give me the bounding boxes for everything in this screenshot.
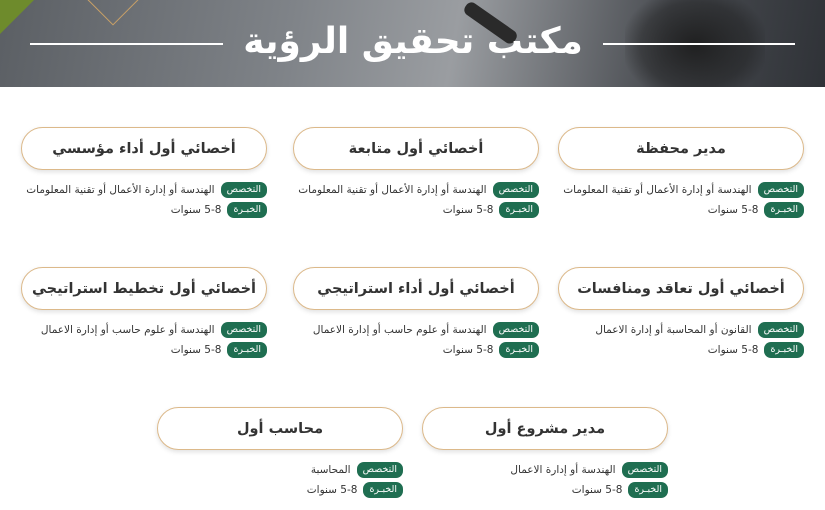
specialty-row	[422, 460, 668, 480]
experience-row	[21, 200, 267, 220]
experience-row	[293, 340, 539, 360]
experience-badge: الخبـرة	[764, 202, 804, 218]
job-title-pill[interactable]: أخصائي أول أداء استراتيجي	[293, 267, 539, 310]
diamond-decoration	[80, 0, 145, 26]
specialty-value: الهندسة أو إدارة الاعمال	[510, 464, 616, 476]
experience-badge: الخبـرة	[363, 482, 403, 498]
experience-row	[558, 340, 804, 360]
experience-value: 5-8 سنوات	[707, 344, 759, 356]
experience-row	[293, 200, 539, 220]
experience-value: 5-8 سنوات	[170, 204, 222, 216]
experience-badge: الخبـرة	[499, 342, 539, 358]
title-divider-right	[603, 43, 795, 45]
job-card-senior-accountant	[157, 407, 403, 500]
specialty-value: الهندسة أو إدارة الأعمال أو تقنية المعلومات	[563, 184, 752, 196]
job-card-senior-institutional-performance	[21, 127, 267, 220]
green-corner-decoration	[0, 0, 34, 34]
experience-row	[21, 340, 267, 360]
specialty-row	[21, 180, 267, 200]
specialty-badge: التخصص	[758, 182, 804, 198]
job-card-senior-followup-specialist	[293, 127, 539, 220]
job-card-senior-project-manager	[422, 407, 668, 500]
experience-value: 5-8 سنوات	[707, 204, 759, 216]
specialty-badge: التخصص	[221, 322, 267, 338]
specialty-badge: التخصص	[758, 322, 804, 338]
experience-row	[422, 480, 668, 500]
job-title-pill[interactable]: مدير مشروع أول	[422, 407, 668, 450]
specialty-value: القانون أو المحاسبة أو إدارة الاعمال	[595, 324, 752, 336]
specialty-badge: التخصص	[221, 182, 267, 198]
experience-value: 5-8 سنوات	[442, 344, 494, 356]
experience-badge: الخبـرة	[764, 342, 804, 358]
page-title: مكتب تحقيق الرؤية	[243, 21, 583, 62]
header-banner	[0, 0, 825, 87]
experience-value: 5-8 سنوات	[170, 344, 222, 356]
job-title-pill[interactable]: مدير محفظة	[558, 127, 804, 170]
specialty-row	[558, 180, 804, 200]
specialty-badge: التخصص	[493, 322, 539, 338]
specialty-value: المحاسبة	[310, 464, 351, 476]
specialty-row	[293, 180, 539, 200]
experience-row	[558, 200, 804, 220]
job-card-senior-strategic-performance	[293, 267, 539, 360]
job-title-pill[interactable]: أخصائي أول أداء مؤسسي	[21, 127, 267, 170]
job-card-senior-contracts-specialist	[558, 267, 804, 360]
title-divider-left	[30, 43, 223, 45]
experience-value: 5-8 سنوات	[306, 484, 358, 496]
experience-row	[157, 480, 403, 500]
specialty-badge: التخصص	[622, 462, 668, 478]
specialty-row	[558, 320, 804, 340]
specialty-badge: التخصص	[493, 182, 539, 198]
specialty-row	[157, 460, 403, 480]
experience-badge: الخبـرة	[227, 202, 267, 218]
specialty-value: الهندسة أو إدارة الأعمال أو تقنية المعلومات	[298, 184, 487, 196]
specialty-value: الهندسة أو علوم حاسب أو إدارة الاعمال	[40, 324, 215, 336]
specialty-row	[293, 320, 539, 340]
job-title-pill[interactable]: أخصائي أول تعاقد ومنافسات	[558, 267, 804, 310]
job-title-pill[interactable]: محاسب أول	[157, 407, 403, 450]
job-card-senior-strategic-planning	[21, 267, 267, 360]
specialty-value: الهندسة أو إدارة الأعمال أو تقنية المعلومات	[26, 184, 215, 196]
experience-value: 5-8 سنوات	[571, 484, 623, 496]
experience-value: 5-8 سنوات	[442, 204, 494, 216]
experience-badge: الخبـرة	[628, 482, 668, 498]
specialty-row	[21, 320, 267, 340]
experience-badge: الخبـرة	[227, 342, 267, 358]
job-title-pill[interactable]: أخصائي أول متابعة	[293, 127, 539, 170]
specialty-badge: التخصص	[357, 462, 403, 478]
specialty-value: الهندسة أو علوم حاسب أو إدارة الاعمال	[312, 324, 487, 336]
experience-badge: الخبـرة	[499, 202, 539, 218]
job-title-pill[interactable]: أخصائي أول تخطيط استراتيجي	[21, 267, 267, 310]
job-card-portfolio-manager	[558, 127, 804, 220]
